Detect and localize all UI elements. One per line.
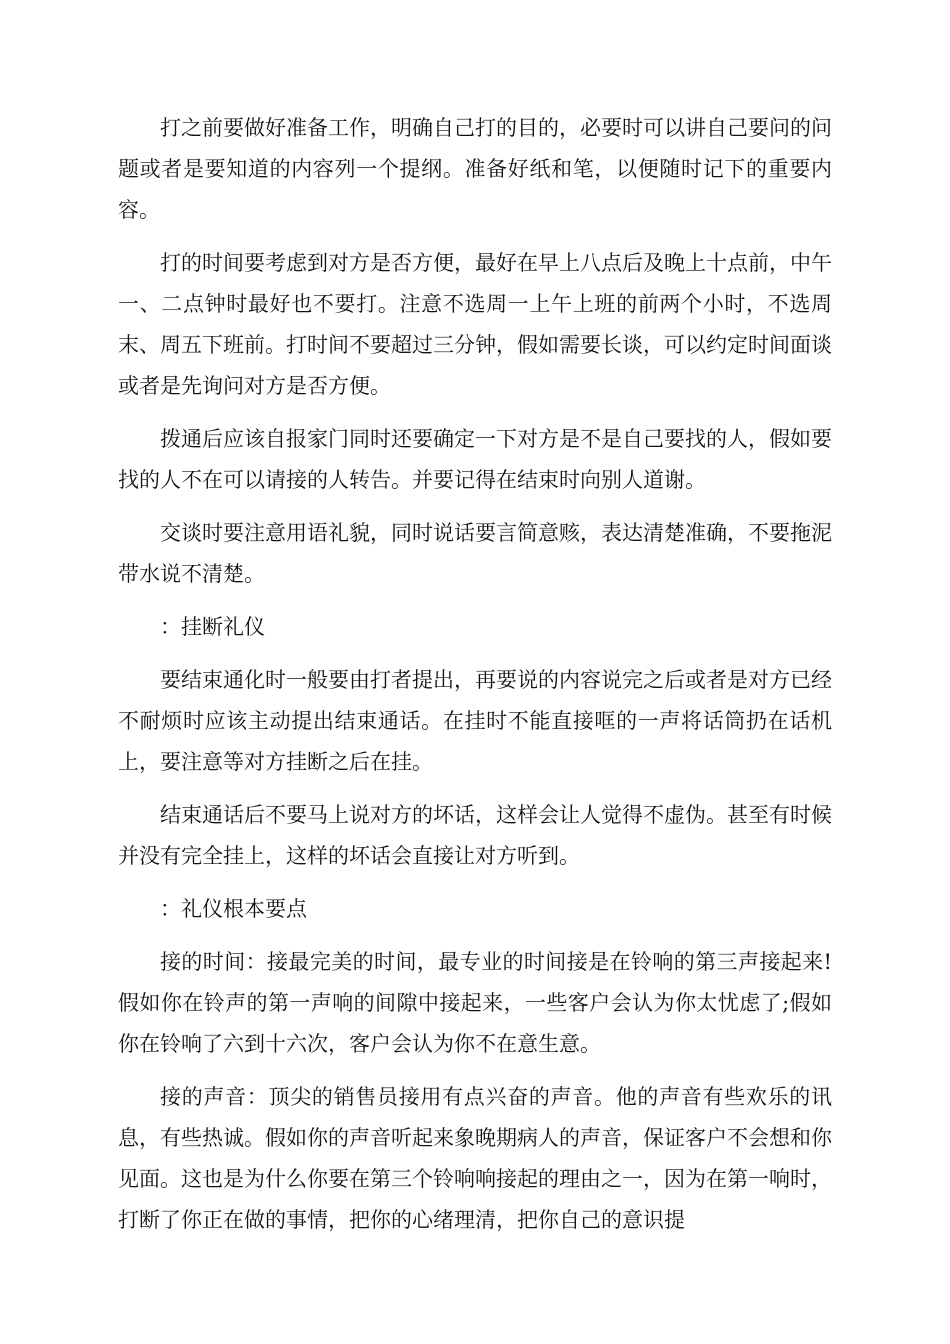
- paragraph-introduce-self: 拨通后应该自报家门同时还要确定一下对方是不是自己要找的人，假如要找的人不在可以请接的人转告。并要记得在结束时向别人道谢。: [118, 427, 832, 492]
- paragraph-call-timing: 打的时间要考虑到对方是否方便，最好在早上八点后及晚上十点前，中午一、二点钟时最好也不要打。注意不选周一上午上班的前两个小时，不选周末、周五下班前。打时间不要超过三分钟，假如需要长谈，可以约定时间面谈或者是先询问对方是否方便。: [118, 251, 832, 398]
- paragraph-ending-call: 要结束通化时一般要由打者提出，再要说的内容说完之后或者是对方已经不耐烦时应该主动提出结束通话。在挂时不能直接哐的一声将话筒扔在话机上，要注意等对方挂断之后在挂。: [118, 668, 832, 774]
- paragraph-answer-timing: 接的时间：接最完美的时间，最专业的时间接是在铃响的第三声接起来!假如你在铃声的第一声响的间隙中接起来，一些客户会认为你太忧虑了;假如你在铃响了六到十六次，客户会认为你不在意生意。: [118, 950, 832, 1056]
- document-body: [118, 108, 832, 1253]
- paragraph-polite-language: 交谈时要注意用语礼貌，同时说话要言简意赅，表达清楚准确，不要拖泥带水说不清楚。: [118, 521, 832, 586]
- section-heading-basic-etiquette: ：礼仪根本要点: [160, 897, 307, 921]
- paragraph-preparation: 打之前要做好准备工作，明确自己打的目的，必要时可以讲自己要问的问题或者是要知道的内容列一个提纲。准备好纸和笔，以便随时记下的重要内容。: [118, 116, 832, 222]
- section-heading-hangup-etiquette: ：挂断礼仪: [160, 615, 265, 639]
- paragraph-after-call: 结束通话后不要马上说对方的坏话，这样会让人觉得不虚伪。甚至有时候并没有完全挂上，这样的坏话会直接让对方听到。: [118, 803, 832, 868]
- paragraph-answer-voice: 接的声音：顶尖的销售员接用有点兴奋的声音。他的声音有些欢乐的讯息，有些热诚。假如你的声音听起来象晚期病人的声音，保证客户不会想和你见面。这也是为什么你要在第三个铃响响接起的理由之一，因为在第一响时，打断了你正在做的事情，把你的心绪理清，把你自己的意识提: [118, 1085, 832, 1232]
